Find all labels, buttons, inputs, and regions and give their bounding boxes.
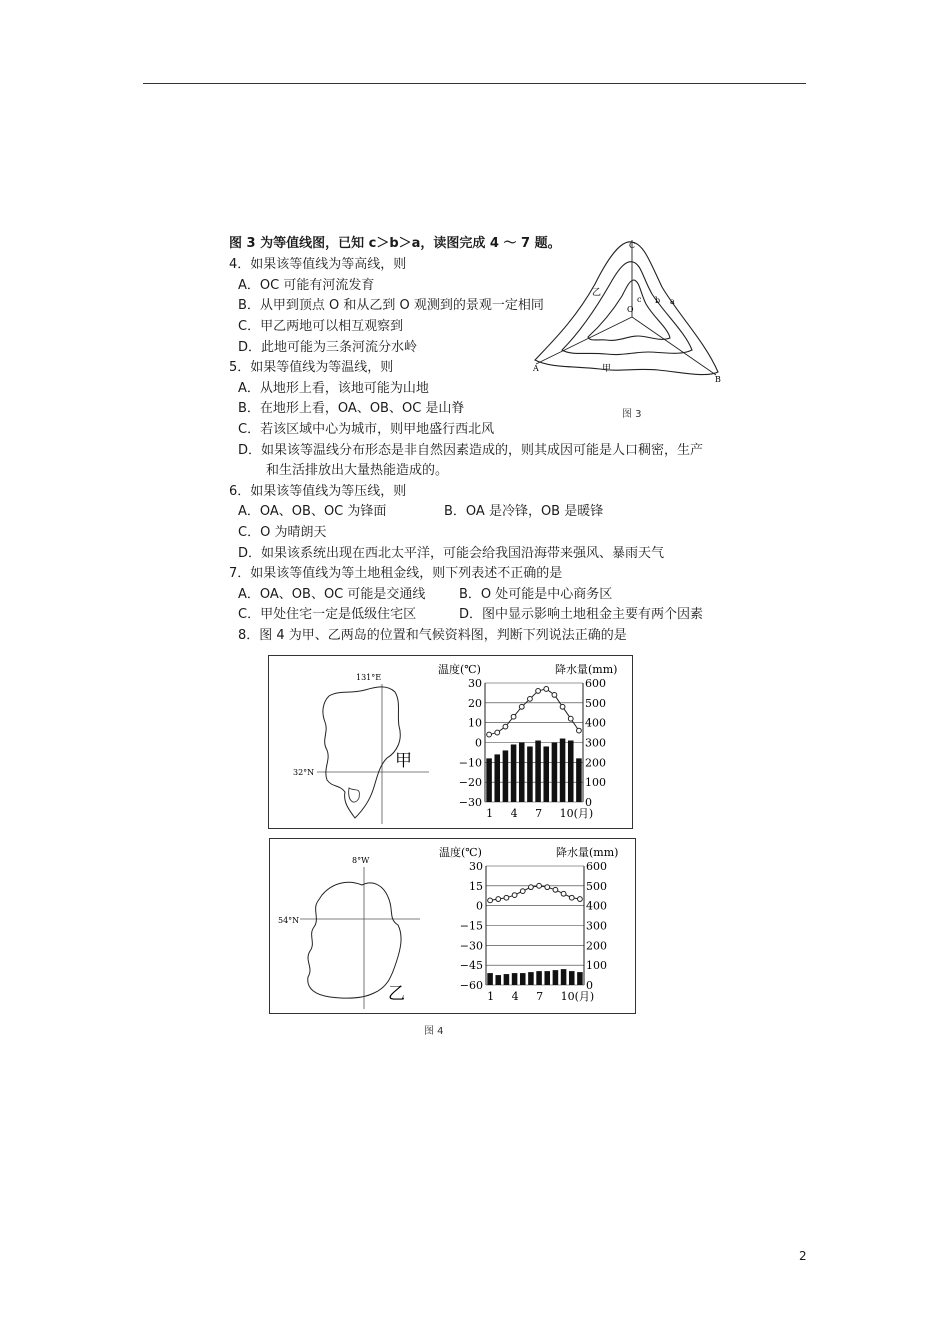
temp-tick-label: 0 [476,899,483,913]
precip-bar [487,973,493,985]
island-name-jia: 甲 [395,751,412,771]
temperature-point [560,704,565,709]
question-5-stem: 5．如果等值线为等温线，则 [229,360,394,375]
temp-tick-label: −30 [458,796,482,809]
precip-bar [503,750,509,802]
question-4-option-d: D．此地可能为三条河流分水岭 [238,340,418,355]
label-contour-c: c [637,295,642,304]
precip-bar [504,974,510,985]
month-tick-label: 1 [487,990,495,1003]
precip-bar [553,970,559,985]
question-5-option-b: B．在地形上看，OA、OB、OC 是山脊 [238,401,465,416]
precip-tick-label: 600 [585,677,606,690]
precip-bar [486,758,492,802]
temp-tick-label: −15 [459,919,483,933]
temperature-point [561,891,566,896]
figure-3 [530,232,730,392]
temperature-point [511,714,516,719]
map-jia [269,656,439,828]
precip-bar [511,744,517,802]
temperature-point [504,895,509,900]
question-4-option-a: A．OC 可能有河流发育 [238,278,375,293]
precip-bar [577,972,583,985]
question-4-stem: 4．如果该等值线为等高线，则 [229,257,407,272]
question-6-option-d: D．如果该系统出现在西北太平洋，可能会给我国沿海带来强风、暴雨天气 [238,546,665,561]
question-6-option-c: C．O 为晴朗天 [238,525,327,540]
precip-tick-label: 100 [586,959,607,973]
temp-tick-label: −10 [458,756,482,770]
question-4-option-b: B．从甲到顶点 O 和从乙到 O 观测到的景观一定相同 [238,298,544,313]
month-tick-label: 4 [510,807,518,820]
temperature-point [544,687,549,692]
map-yi [270,839,440,1013]
question-5-option-d-continued: 和生活排放出大量热能造成的。 [266,463,449,478]
precip-bar [569,971,575,985]
temperature-point [512,893,517,898]
temperature-point [503,724,508,729]
island-jia-bay [349,788,360,802]
precip-bar [494,754,500,802]
precip-tick-label: 400 [586,899,607,913]
precip-bar [561,969,567,985]
latitude-label: 32°N [293,768,315,777]
temperature-point [488,898,493,903]
temperature-point [519,704,524,709]
temperature-point [496,897,501,902]
precip-tick-label: 0 [585,796,592,809]
contour-map [530,232,730,388]
island-jia-outline [323,687,400,818]
temp-tick-label: 20 [468,696,482,710]
question-5-option-a: A．从地形上看，该地可能为山地 [238,381,429,396]
question-7-option-a: A．OA、OB、OC 可能是交通线 [238,587,426,602]
question-7-stem: 7．如果该等值线为等土地租金线，则下列表述不正确的是 [229,566,563,581]
temp-tick-label: 30 [469,860,483,873]
island-yi-outline [308,882,401,998]
temp-tick-label: 0 [475,736,482,750]
temp-axis-label: 温度(℃) [439,846,482,859]
latitude-label: 54°N [278,916,300,925]
temp-axis-label: 温度(℃) [438,663,481,676]
label-yi: 乙 [592,288,602,298]
figure-4-caption: 图 4 [424,1026,444,1037]
precip-bar [552,743,558,803]
precip-bar [536,971,542,985]
precip-bar [528,972,534,985]
temp-tick-label: −30 [459,939,483,953]
temperature-point [553,887,558,892]
longitude-label: 8°W [352,856,370,865]
question-6-option-a: A．OA、OB、OC 为锋面 [238,504,387,519]
temp-tick-label: 15 [469,879,483,893]
figure-3-caption: 图 3 [622,409,642,420]
header-rule [143,83,806,84]
label-vertex-b: B [715,375,721,384]
precip-bar [520,973,526,985]
temperature-point [536,689,541,694]
intro-text: 图 3 为等值线图，已知 c＞b＞a，读图完成 4 ～ 7 题。 [229,236,561,251]
precip-bar [535,741,541,802]
temperature-line [489,689,579,735]
precip-bar [527,746,533,802]
question-5-option-d: D．如果该等温线分布形态是非自然因素造成的，则其成因可能是人口稠密，生产 [238,443,704,458]
question-7-option-b: B．O 处可能是中心商务区 [459,587,613,602]
temperature-point [487,732,492,737]
precip-tick-label: 500 [586,879,607,893]
question-6-option-b: B．OA 是冷锋，OB 是暖锋 [444,504,604,519]
month-tick-label: 4 [511,990,519,1003]
precip-tick-label: 300 [586,919,607,933]
temperature-point [529,885,534,890]
temperature-point [568,716,573,721]
month-tick-label: 7 [536,990,544,1003]
precip-bar [544,971,550,985]
temperature-point [577,728,582,733]
label-jia: 甲 [602,364,612,374]
precip-axis-label: 降水量(mm) [555,663,618,676]
question-8-stem: 8．图 4 为甲、乙两岛的位置和气候资料图，判断下列说法正确的是 [238,628,627,643]
climate-chart-jia [437,656,632,828]
month-tick-label: 10(月) [559,807,594,820]
temperature-point [545,885,550,890]
temperature-point [495,730,500,735]
question-7-option-d: D．图中显示影响土地租金主要有两个因素 [459,607,704,622]
longitude-label: 131°E [356,673,382,682]
label-vertex-c: C [629,241,636,250]
island-name-yi: 乙 [388,984,405,1004]
figure-4-panel-jia [268,655,633,829]
temp-tick-label: 30 [468,677,482,690]
precip-bar [519,743,525,803]
precip-axis-label: 降水量(mm) [556,846,619,859]
precip-bar [495,975,501,985]
temperature-point [537,883,542,888]
temp-tick-label: 10 [468,716,482,730]
temperature-point [552,693,557,698]
precip-tick-label: 300 [585,736,606,750]
figure-4-panel-yi [269,838,636,1014]
label-contour-a: a [670,297,675,306]
label-vertex-a: A [533,364,539,373]
label-o: O [627,305,634,314]
temperature-point [520,889,525,894]
precip-bar [560,739,566,802]
temperature-point [578,897,583,902]
question-4-option-c: C．甲乙两地可以相互观察到 [238,319,404,334]
precip-bar [512,973,518,985]
precip-tick-label: 200 [586,939,607,953]
climate-chart-yi [438,839,633,1013]
temp-tick-label: −45 [459,959,483,973]
question-7-option-c: C．甲处住宅一定是低级住宅区 [238,607,417,622]
precip-tick-label: 500 [585,696,606,710]
label-contour-b: b [655,296,661,305]
precip-tick-label: 200 [585,756,606,770]
month-tick-label: 1 [486,807,494,820]
temp-tick-label: −60 [459,979,483,992]
precip-tick-label: 100 [585,776,606,790]
temperature-point [569,895,574,900]
month-tick-label: 7 [535,807,543,820]
precip-tick-label: 400 [585,716,606,730]
precip-bar [568,741,574,802]
precip-bar [543,746,549,802]
precip-tick-label: 0 [586,979,593,992]
temperature-point [528,696,533,701]
precip-tick-label: 600 [586,860,607,873]
precip-bar [576,758,582,802]
question-5-option-c: C．若该区域中心为城市，则甲地盛行西北风 [238,422,495,437]
page-number: 2 [799,1249,807,1263]
month-tick-label: 10(月) [560,990,595,1003]
temp-tick-label: −20 [458,776,482,790]
question-6-stem: 6．如果该等值线为等压线，则 [229,484,407,499]
